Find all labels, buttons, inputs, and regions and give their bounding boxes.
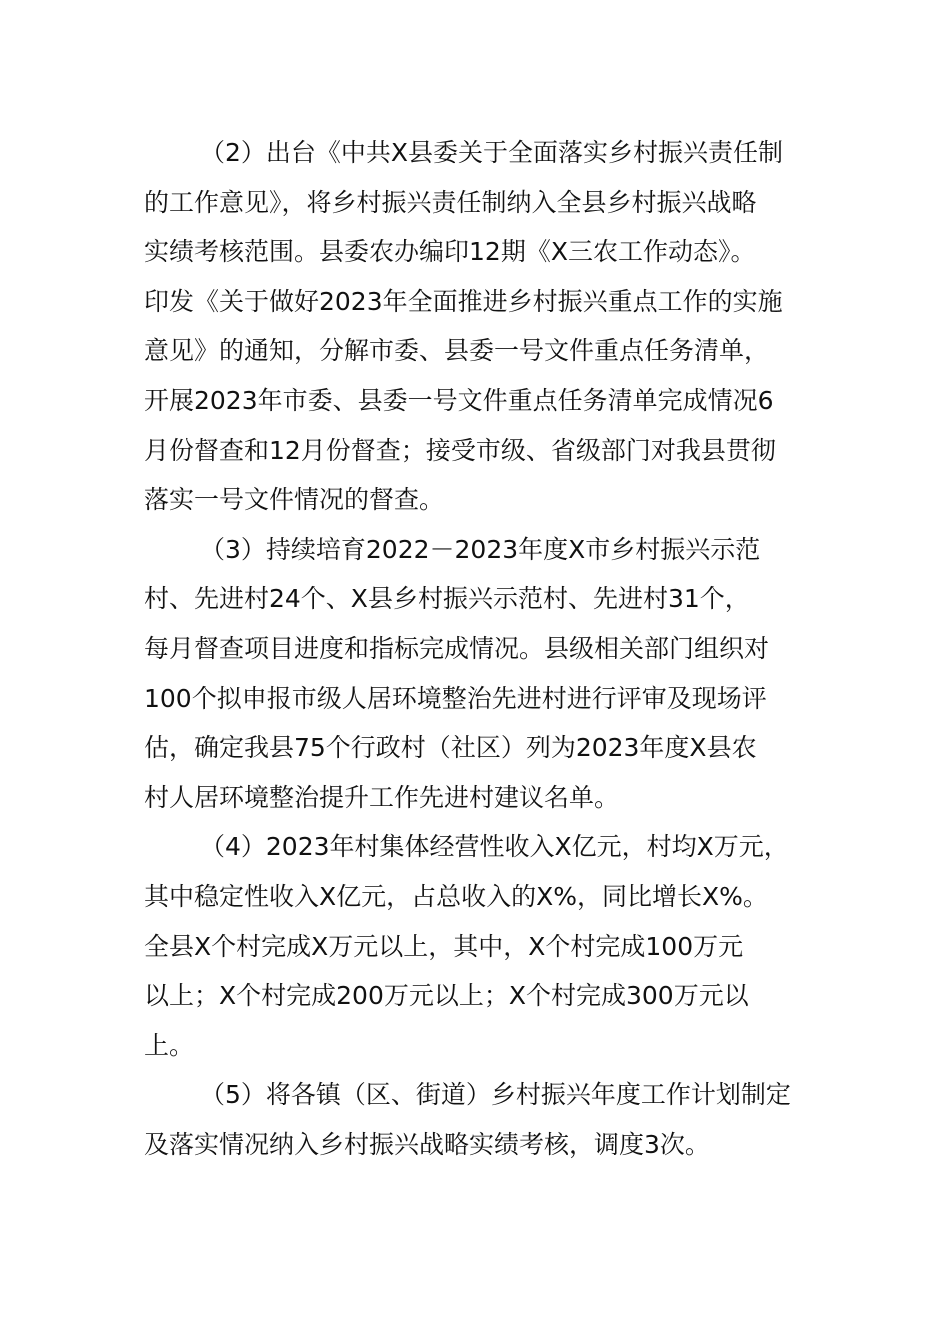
paragraph-2-line-5: 意见》的通知，分解市委、县委一号文件重点任务清单，	[144, 336, 770, 366]
paragraph-4-line-5: 上。	[144, 1030, 195, 1060]
paragraph-5-line-2: 及落实情况纳入乡村振兴战略实绩考核，调度3次。	[144, 1129, 710, 1159]
paragraph-5-line-1: （5）将各镇（区、街道）乡村振兴年度工作计划制定	[200, 1080, 791, 1110]
paragraph-2-line-7: 月份督查和12月份督查；接受市级、省级部门对我县贯彻	[144, 435, 776, 465]
paragraph-4-line-2: 其中稳定性收入X亿元，占总收入的X%，同比增长X%。	[144, 881, 768, 911]
document-body	[144, 128, 824, 1169]
paragraph-2-line-6: 开展2023年市委、县委一号文件重点任务清单完成情况6	[144, 385, 774, 415]
paragraph-2-line-4: 印发《关于做好2023年全面推进乡村振兴重点工作的实施	[144, 286, 783, 316]
paragraph-2-line-1: （2）出台《中共X县委关于全面落实乡村振兴责任制	[200, 138, 784, 167]
paragraph-2-line-8: 落实一号文件情况的督查。	[144, 485, 445, 515]
paragraph-2-line-3: 实绩考核范围。县委农办编印12期《X三农工作动态》。	[144, 237, 756, 267]
paragraph-3-line-6: 村人居环境整治提升工作先进村建议名单。	[144, 782, 620, 812]
paragraph-3-line-3: 每月督查项目进度和指标完成情况。县级相关部门组织对	[144, 633, 770, 663]
paragraph-3-line-2: 村、先进村24个、X县乡村振兴示范村、先进村31个，	[144, 584, 750, 614]
paragraph-4-line-1: （4）2023年村集体经营性收入X亿元，村均X万元，	[200, 832, 789, 862]
paragraph-3-line-5: 估，确定我县75个行政村（社区）列为2023年度X县农	[144, 733, 757, 763]
paragraph-4-line-4: 以上；X个村完成200万元以上；X个村完成300万元以	[144, 981, 749, 1011]
paragraph-4-line-3: 全县X个村完成X万元以上，其中，X个村完成100万元	[144, 931, 744, 961]
paragraph-2-line-2: 的工作意见》，将乡村振兴责任制纳入全县乡村振兴战略	[144, 187, 757, 217]
paragraph-3-line-4: 100个拟申报市级人居环境整治先进村进行评审及现场评	[144, 683, 767, 713]
paragraph-3-line-1: （3）持续培育2022－2023年度X市乡村振兴示范	[200, 534, 761, 564]
